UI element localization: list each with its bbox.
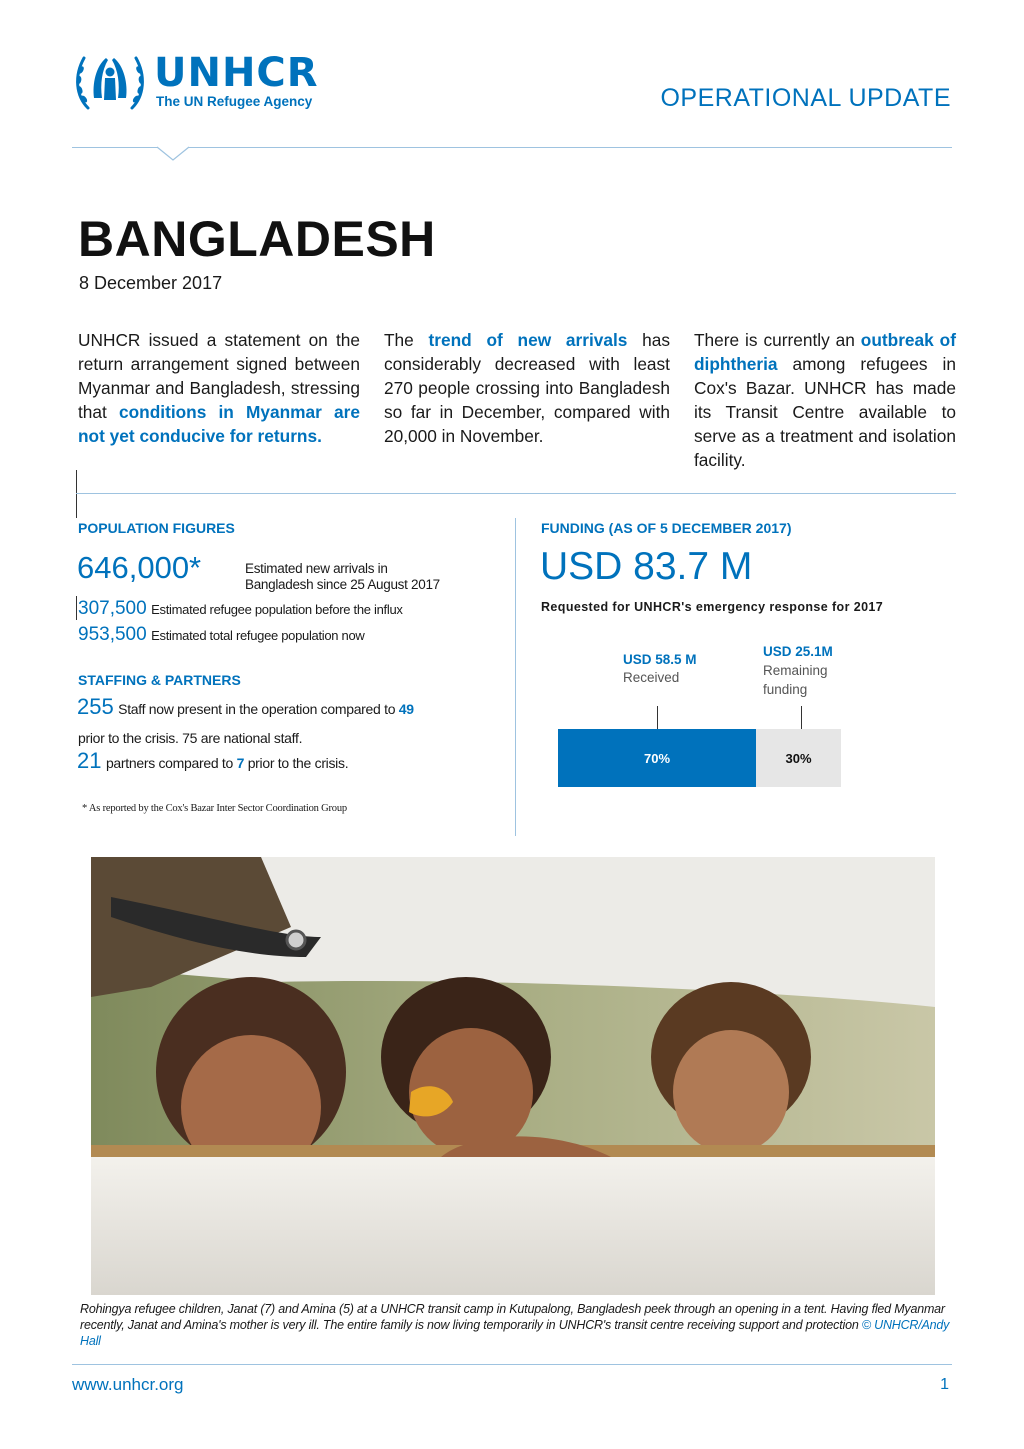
intro-column-2: [384, 328, 670, 448]
header-divider: [72, 147, 952, 148]
column-marker: [76, 470, 77, 518]
new-arrivals-value: 646,000*: [77, 550, 202, 585]
staff-prior-value: 49: [398, 701, 414, 717]
section-divider: [76, 493, 956, 494]
page-number: 1: [940, 1376, 949, 1393]
remaining-amount: USD 25.1M: [763, 644, 833, 659]
intro-link-diphtheria[interactable]: outbreak of diphtheria: [694, 330, 956, 374]
new-arrivals-label: [245, 561, 440, 593]
figure-marker: [76, 596, 77, 620]
intro-link-arrivals[interactable]: trend of new arrivals: [428, 330, 628, 350]
partners-row: [77, 748, 348, 774]
population-total-row: [78, 624, 365, 646]
chevron-down-icon: [156, 146, 190, 162]
report-date: 8 December 2017: [79, 273, 223, 293]
intro-text: has considerably decreased with least 270 people crossing into Bangladesh so far in December, compared with 20,000 in November.: [384, 330, 670, 446]
photo-caption: [80, 1301, 950, 1349]
remaining-leader-line: [801, 706, 802, 730]
footnote: * As reported by the Cox's Bazar Inter Sector Coordination Group: [82, 803, 347, 814]
population-total-value: 953,500: [78, 624, 147, 645]
intro-text: The: [384, 330, 429, 350]
intro-text: There is currently an: [694, 330, 861, 350]
population-before-label: Estimated refugee population before the influx: [151, 602, 403, 617]
column-divider: [515, 518, 516, 836]
population-total-label: Estimated total refugee population now: [151, 628, 365, 643]
caption-text: Rohingya refugee children, Janat (7) and Amina (5) at a UNHCR transit camp in Kutupalong, Bangladesh peek through an opening in a tent. Having fled Myanmar recently, Janat and Amina's mother is very ill. The entire family is now living temporarily in UNHCR's transit centre receiving support and protection: [80, 1302, 945, 1332]
logo-subtitle: The UN Refugee Agency: [156, 94, 313, 109]
partners-prior-value: 7: [236, 755, 245, 771]
population-before-value: 307,500: [78, 598, 147, 619]
page-title: BANGLADESH: [78, 211, 436, 267]
population-heading: POPULATION FIGURES: [78, 520, 235, 536]
received-leader-line: [657, 706, 658, 730]
laurel-hands-icon: [72, 48, 148, 114]
staff-value: 255: [77, 694, 114, 719]
photo-credit-link[interactable]: © UNHCR/Andy Hall: [80, 1318, 950, 1348]
intro-text: UNHCR issued a statement on the return arrangement signed between Myanmar and Bangladesh, stressing that: [78, 330, 360, 422]
received-amount: USD 58.5 M: [623, 652, 697, 667]
refugee-children-photo: [91, 857, 935, 1295]
partners-value: 21: [77, 748, 102, 773]
received-annotation: [623, 651, 697, 687]
logo-title: UNHCR: [154, 50, 319, 96]
partners-text: partners compared to: [105, 755, 237, 771]
footer-url-link[interactable]: www.unhcr.org: [72, 1375, 184, 1394]
staff-text: Staff now present in the operation compared to: [118, 701, 399, 717]
funding-bar: [558, 729, 841, 787]
intro-link-returns[interactable]: conditions in Myanmar are not yet conducive for returns.: [78, 402, 360, 446]
remaining-pct-label: 30%: [785, 750, 812, 766]
received-label: Received: [623, 670, 680, 685]
funding-bar-remaining: [756, 729, 841, 787]
intro-text: among refugees in Cox's Bazar. UNHCR has made its Transit Centre available to serve as a treatment and isolation facility.: [694, 354, 956, 470]
funding-subtitle: Requested for UNHCR's emergency response for 2017: [541, 600, 884, 614]
photo-illustration: [91, 857, 935, 1295]
received-pct-label: 70%: [643, 750, 671, 766]
population-before-row: [78, 598, 403, 620]
unhcr-logo: [72, 48, 352, 118]
funding-total: USD 83.7 M: [540, 545, 753, 588]
footer-divider: [72, 1364, 952, 1365]
remaining-label: funding: [763, 682, 808, 697]
new-arrivals-label-line: Bangladesh since 25 August 2017: [245, 577, 440, 592]
new-arrivals-label-line: Estimated new arrivals in: [245, 561, 388, 576]
staffing-heading: STAFFING & PARTNERS: [78, 672, 241, 688]
partners-text: prior to the crisis.: [244, 755, 349, 771]
staff-text-cont: prior to the crisis. 75 are national staff.: [78, 730, 303, 746]
doc-type-label: OPERATIONAL UPDATE: [660, 84, 951, 112]
funding-heading: FUNDING (AS OF 5 DECEMBER 2017): [541, 520, 792, 536]
remaining-label: Remaining: [763, 663, 828, 678]
remaining-annotation: [763, 642, 833, 699]
staff-row: [77, 694, 414, 720]
intro-column-3: [694, 328, 956, 472]
funding-bar-received: [558, 729, 756, 787]
intro-column-1: [78, 328, 360, 448]
